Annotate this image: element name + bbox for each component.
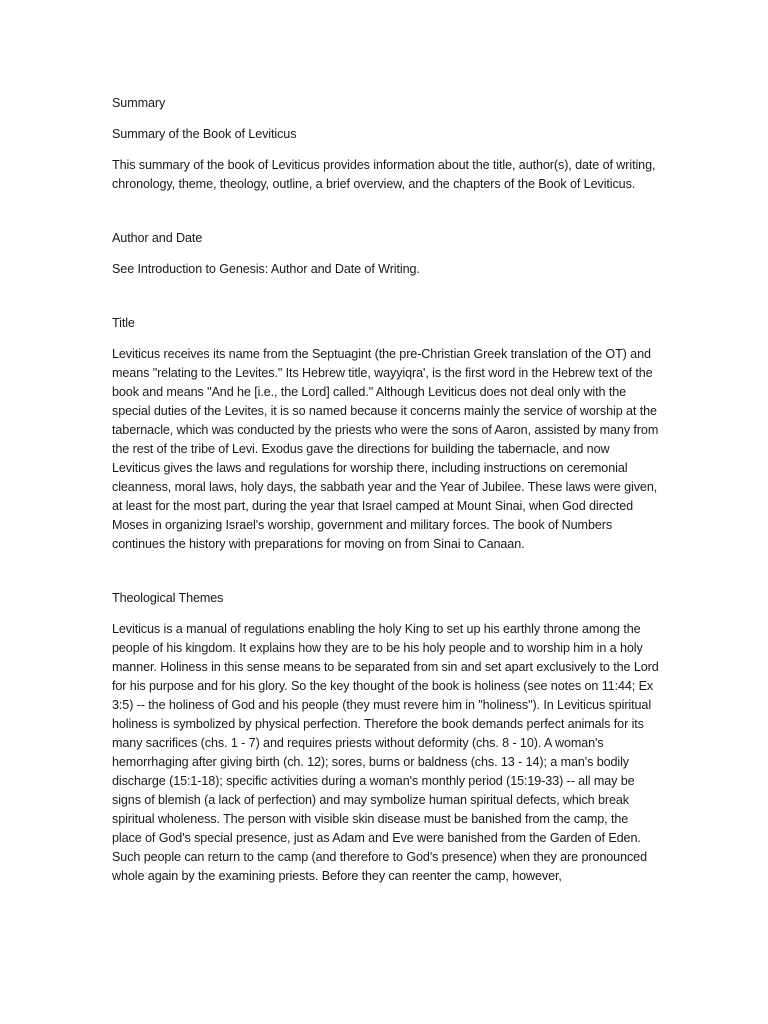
document-page [112,94,660,886]
author-date-heading: Author and Date [112,231,203,245]
title-paragraph: Leviticus receives its name from the Septuagint (the pre-Christian Greek translation of the OT) and means "relating to the Levites." Its Hebrew title, wayyiqra', is the first word in the Hebrew text of the book and means "And he [i.e., the Lord] called." Although Leviticus does not deal only with the special duties of the Levites, it is so named because it concerns mainly the service of worship at the tabernacle, which was conducted by the priests who were the sons of Aaron, assisted by many from the rest of the tribe of Levi. Exodus gave the directions for building the tabernacle, and now Leviticus gives the laws and regulations for worship there, including instructions on ceremonial cleanness, moral laws, holy days, the sabbath year and the Year of Jubilee. These laws were given, at least for the most part, during the year that Israel camped at Mount Sinai, when God directed Moses in organizing Israel's worship, government and military forces. The book of Numbers continues the history with preparations for moving on from Sinai to Canaan. [112,347,659,551]
theological-themes-paragraph: Leviticus is a manual of regulations enabling the holy King to set up his earthly throne among the people of his kingdom. It explains how they are to be his holy people and to worship him in a holy manner. Holiness in this sense means to be separated from sin and set apart exclusively to the Lord for his purpose and for his glory. So the key thought of the book is holiness (see notes on 11:44; Ex 3:5) -- the holiness of God and his people (they must revere him in "holiness"). In Leviticus spiritual holiness is symbolized by physical perfection. Therefore the book demands perfect animals for its many sacrifices (chs. 1 - 7) and requires priests without deformity (chs. 8 - 10). A woman's hemorrhaging after giving birth (ch. 12); sores, burns or baldness (chs. 13 - 14); a man's bodily discharge (15:1-18); specific activities during a woman's monthly period (15:19-33) -- all may be signs of blemish (a lack of perfection) and may symbolize human spiritual defects, which break spiritual wholeness. The person with visible skin disease must be banished from the camp, the place of God's special presence, just as Adam and Eve were banished from the Garden of Eden. Such people can return to the camp (and therefore to God's presence) when they are pronounced whole again by the examining priests. Before they can reenter the camp, however, [112,622,659,883]
title-heading: Title [112,316,135,330]
summary-intro-paragraph: This summary of the book of Leviticus provides information about the title, author(s), date of writing, chronology, theme, theology, outline, a brief overview, and the chapters of the Book of Leviticus. [112,158,656,191]
summary-title: Summary of the Book of Leviticus [112,127,297,141]
author-date-paragraph: See Introduction to Genesis: Author and Date of Writing. [112,262,420,276]
theological-themes-heading: Theological Themes [112,591,224,605]
summary-heading: Summary [112,96,166,110]
